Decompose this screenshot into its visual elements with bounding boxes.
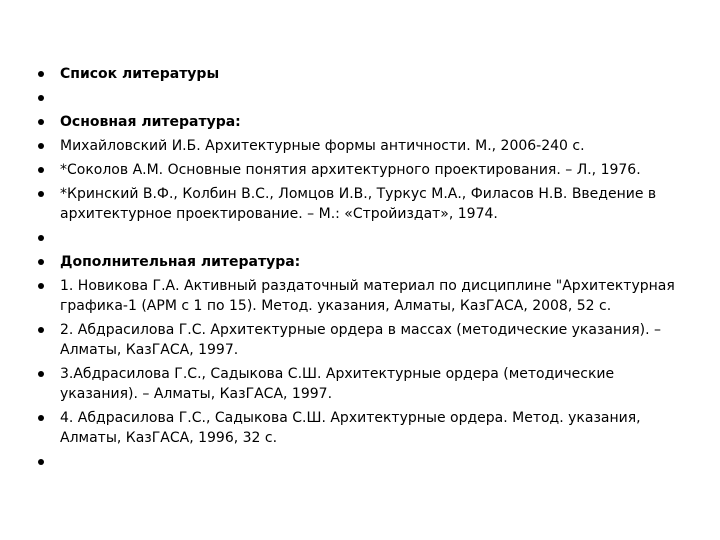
bullet-icon [38,371,44,377]
list-item-empty [38,228,688,248]
bullet-icon [38,143,44,149]
list-item [38,364,688,404]
bullet-icon [38,415,44,421]
bullet-icon [38,119,44,125]
list-item [38,184,688,224]
list-item-text: 1. Новикова Г.А. Активный раздаточный материал по дисциплине "Архитектурная графика-1 (АРМ с 1 по 15). Метод. указания, Алматы, КазГАСА, 2008, 52 с. [60,278,675,314]
list-item-text: *Соколов А.М. Основные понятия архитектурного проектирования. – Л., 1976. [60,162,641,178]
list-item-main-literature-heading [38,112,688,132]
bullet-icon [38,235,44,241]
list-item-empty [38,452,688,472]
list-item-text: 2. Абдрасилова Г.С. Архитектурные ордера в массах (методические указания). – Алматы, КазГАСА, 1997. [60,322,662,358]
list-item-text: 3.Абдрасилова Г.С., Садыкова С.Ш. Архитектурные ордера (методические указания). – Алматы, КазГАСА, 1997. [60,366,615,402]
bullet-icon [38,191,44,197]
bibliography-list [38,64,688,476]
list-item-text: Список литературы [60,66,220,82]
list-item-heading [38,64,688,84]
bullet-icon [38,327,44,333]
list-item [38,136,688,156]
list-item-empty [38,88,688,108]
list-item-text: Основная литература: [60,114,241,130]
list-item [38,276,688,316]
list-item-additional-literature-heading [38,252,688,272]
list-item [38,408,688,448]
list-item-text: *Кринский В.Ф., Колбин В.С., Ломцов И.В., Туркус М.А., Филасов Н.В. Введение в архитектурное проектирование. – М.: «Стройиздат», 1974. [60,186,657,222]
bullet-icon [38,259,44,265]
bullet-icon [38,71,44,77]
list-item-text: 4. Абдрасилова Г.С., Садыкова С.Ш. Архитектурные ордера. Метод. указания, Алматы, КазГАСА, 1996, 32 с. [60,410,641,446]
list-item [38,160,688,180]
list-item-text: Дополнительная литература: [60,254,301,270]
bullet-icon [38,167,44,173]
list-item [38,320,688,360]
list-item-text: Михайловский И.Б. Архитектурные формы античности. М., 2006-240 с. [60,138,585,154]
bullet-icon [38,95,44,101]
bullet-icon [38,283,44,289]
bullet-icon [38,459,44,465]
